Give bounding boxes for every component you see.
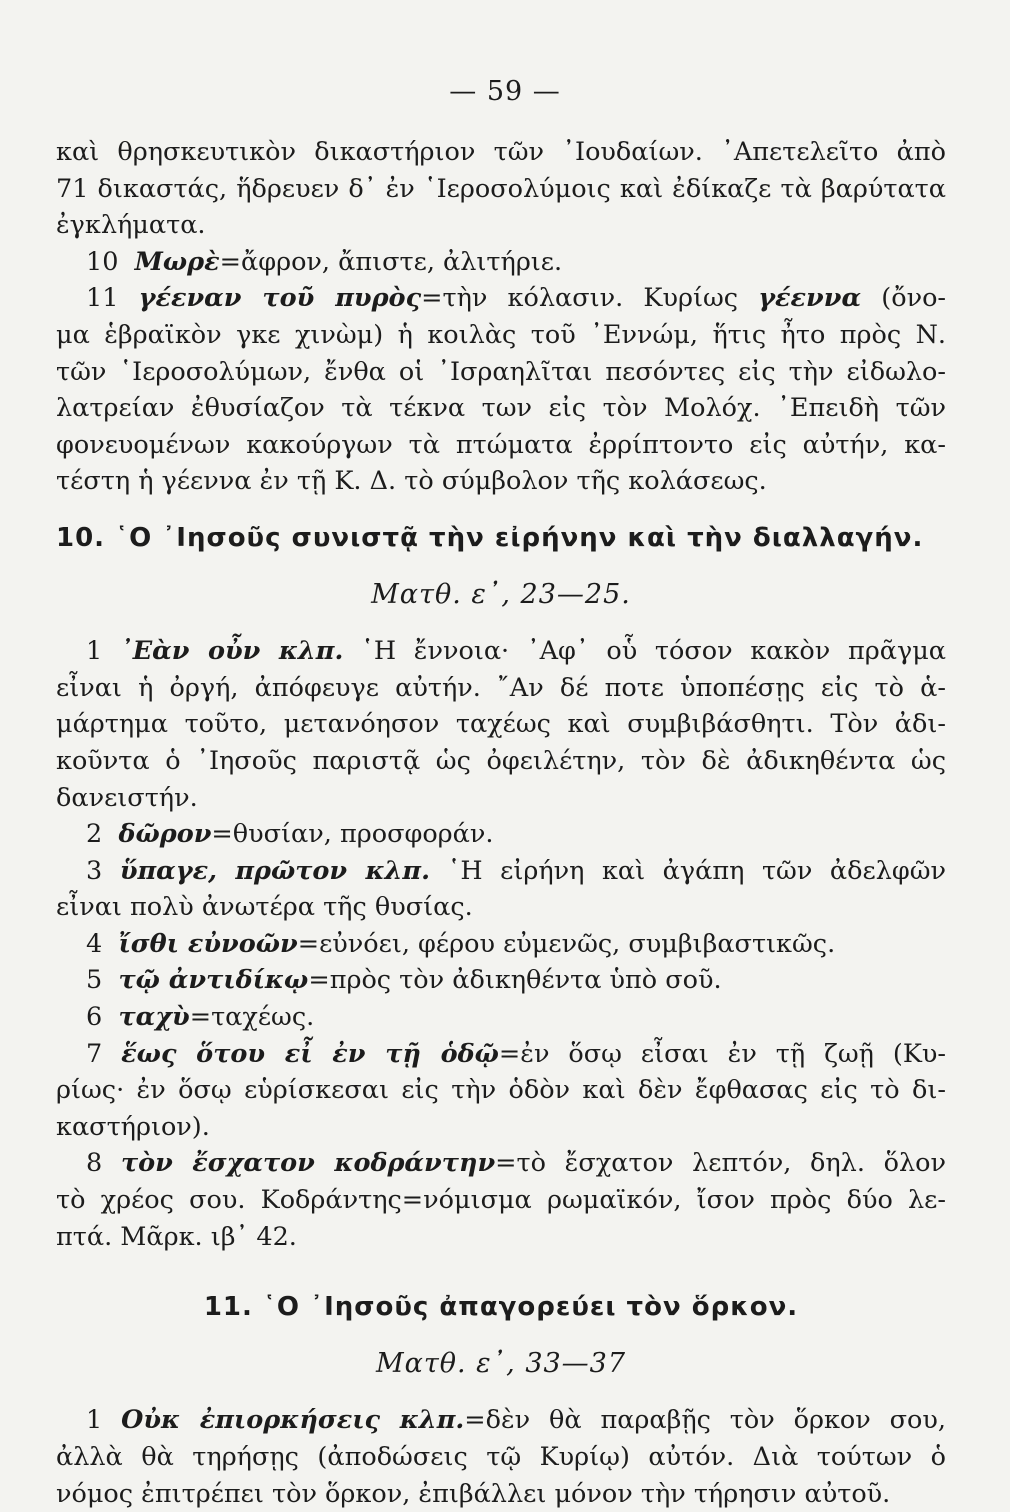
- section-heading-10: 10. ῾Ο ᾽Ιησοῦς συνιστᾷ τὴν εἰρήνην καὶ τὴν διαλλαγήν.: [56, 522, 924, 553]
- scripture-reference-11: Ματθ. ε᾽, 33—37: [375, 1347, 627, 1379]
- note-11: [56, 280, 946, 317]
- page-number: — 59 —: [449, 76, 561, 107]
- spacer: [56, 613, 946, 633]
- text-line: εἶναι πολὺ ἀνωτέρα τῆς θυσίας.: [56, 892, 473, 923]
- text-line: πτά. Μᾶρκ. ιβ᾽ 42.: [56, 1221, 297, 1252]
- section-heading-11: 11. ῾Ο ᾽Ιησοῦς ἀπαγορεύει τὸν ὅρκον.: [203, 1292, 799, 1323]
- text-line: φονευομένων κακούργων τὰ πτώματα ἐρρίπτοντο εἰς αὐτήν, κα-: [56, 429, 946, 460]
- note-gloss: =τὸ ἔσχατον λεπτόν, δηλ. ὅλον: [495, 1148, 947, 1179]
- text-line: ρίως· ἐν ὅσῳ εὑρίσκεσαι εἰς τὴν ὁδὸν καὶ δὲν ἔφθασας εἰς τὸ δι-: [56, 1075, 946, 1106]
- note-number: 5: [86, 965, 103, 996]
- spacer: [56, 500, 946, 520]
- text-line: 71 δικαστάς, ἥδρευεν δ᾽ ἐν ῾Ιεροσολύμοις καὶ ἐδίκαζε τὰ βαρύτατα: [56, 173, 946, 204]
- text-line: εἶναι ἡ ὀργή, ἀπόφευγε αὐτήν. ῎Αν δέ ποτε ὑποπέσῃς εἰς τὸ ἁ-: [56, 672, 946, 703]
- note-lemma: ὕπαγε, πρῶτον κλπ.: [119, 855, 430, 886]
- note-gloss: =πρὸς τὸν ἀδικηθέντα ὑπὸ σοῦ.: [308, 965, 722, 996]
- note-lemma: ταχὺ: [118, 1002, 190, 1033]
- text-line: τῶν ῾Ιεροσολύμων, ἔνθα οἱ ᾽Ισραηλῖται πεσόντες εἰς τὴν εἰδωλο-: [56, 356, 946, 387]
- note-1: [56, 633, 946, 670]
- text-line: δανειστήν.: [56, 782, 198, 813]
- note-gloss: ῾Η εἰρήνη καὶ ἀγάπη τῶν ἀδελφῶν: [447, 855, 947, 886]
- note-lemma: δῶρον: [118, 819, 212, 850]
- scripture-reference-10: Ματθ. ε᾽, 23—25.: [371, 578, 631, 610]
- text-line: νόμος ἐπιτρέπει τὸν ὅρκον, ἐπιβάλλει μόνον τὴν τήρησιν αὐτοῦ.: [56, 1478, 891, 1509]
- note-number: 2: [86, 819, 103, 850]
- note-lemma: ᾽Εὰν οὖν κλπ.: [119, 636, 344, 667]
- note-2: [56, 816, 946, 853]
- note-gloss: =ἄφρον, ἄπιστε, ἀλιτήριε.: [219, 246, 563, 277]
- note-lemma: ἕως ὅτου εἶ ἐν τῇ ὁδῷ: [121, 1038, 499, 1069]
- text-line: μα ἑβραϊκὸν γκε χινὼμ) ἡ κοιλὰς τοῦ ᾽Εννώμ, ἥτις ἦτο πρὸς Ν.: [56, 319, 946, 350]
- spacer: [56, 1326, 946, 1346]
- text-line: καστήριον).: [56, 1111, 210, 1142]
- spacer: [56, 557, 946, 577]
- note-5: [56, 962, 946, 999]
- note-gloss: (ὄνο-: [881, 283, 947, 314]
- note-8: [56, 1145, 946, 1182]
- note-gloss: =θυσίαν, προσφοράν.: [211, 819, 494, 850]
- note-lemma: γέεννα: [758, 283, 862, 314]
- note-6: [56, 999, 946, 1036]
- text-line: κοῦντα ὁ ᾽Ιησοῦς παριστᾷ ὡς ὀφειλέτην, τὸν δὲ ἀδικηθέντα ὡς: [56, 745, 946, 776]
- text-line: καὶ θρησκευτικὸν δικαστήριον τῶν ᾽Ιουδαίων. ᾽Απετελεῖτο ἀπὸ: [56, 137, 946, 167]
- note-number: 7: [86, 1038, 103, 1069]
- note-lemma: γέεναν τοῦ πυρὸς: [138, 283, 422, 314]
- text-line: λατρείαν ἐθυσίαζον τὰ τέκνα των εἰς τὸν Μολόχ. ᾽Επειδὴ τῶν: [56, 393, 946, 424]
- note-gloss: =εὐνόει, φέρου εὐμενῶς, συμβιβαστικῶς.: [297, 928, 836, 959]
- spacer: [56, 1382, 946, 1402]
- note-number: 3: [86, 855, 103, 886]
- note-lemma: Μωρὲ: [134, 246, 220, 277]
- note-3: [56, 853, 946, 890]
- note-gloss: =ταχέως.: [189, 1002, 315, 1033]
- note-m1: [56, 1402, 946, 1439]
- note-number: 6: [86, 1002, 103, 1033]
- note-10: [56, 244, 946, 281]
- note-lemma: τὸν ἔσχατον κοδράντην: [120, 1148, 496, 1179]
- note-4: [56, 926, 946, 963]
- note-gloss: =τὴν κόλασιν. Κυρίως: [421, 283, 739, 314]
- text-line: τέστη ἡ γέεννα ἐν τῇ Κ. Δ. τὸ σύμβολον τῆς κολάσεως.: [56, 466, 767, 497]
- note-gloss: =ἐν ὅσῳ εἶσαι ἐν τῇ ζωῇ (Κυ-: [498, 1038, 947, 1069]
- text-line: τὸ χρέος σου. Κοδράντης=νόμισμα ρωμαϊκόν, ἴσον πρὸς δύο λε-: [56, 1185, 946, 1216]
- note-lemma: ἴσθι εὐνοῶν: [118, 928, 298, 959]
- note-lemma: τῷ ἀντιδίκῳ: [118, 965, 309, 996]
- note-number: 1: [86, 1405, 103, 1436]
- text-line: ἐγκλήματα.: [56, 210, 206, 241]
- note-gloss: =δὲν θὰ παραβῇς τὸν ὅρκον σου,: [464, 1405, 946, 1436]
- page-body: [56, 134, 946, 1512]
- note-gloss: ῾Η ἔννοια· ᾽Αφ᾽ οὗ τόσον κακὸν πρᾶγμα: [361, 636, 946, 667]
- spacer: [56, 1255, 946, 1289]
- note-7: [56, 1036, 946, 1073]
- note-number: 11: [86, 283, 119, 314]
- note-number: 4: [86, 928, 103, 959]
- text-line: ἀλλὰ θὰ τηρήσῃς (ἀποδώσεις τῷ Κυρίῳ) αὐτόν. Διὰ τούτων ὁ: [56, 1442, 946, 1472]
- note-lemma: Οὐκ ἐπιορκήσεις κλπ.: [121, 1405, 465, 1436]
- note-number: 1: [86, 636, 103, 667]
- text-line: μάρτημα τοῦτο, μετανόησον ταχέως καὶ συμβιβάσθητι. Τὸν ἀδι-: [56, 709, 946, 740]
- note-number: 10: [86, 246, 119, 277]
- note-number: 8: [86, 1148, 103, 1179]
